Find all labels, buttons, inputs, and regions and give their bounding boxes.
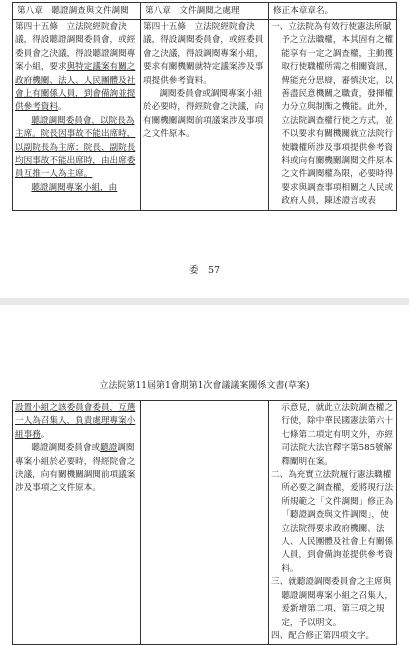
current-article-45 (141, 20, 269, 211)
amended-para-2: 聽證調閱委員會，以院長為主席。院長因事故不能出席時，以副院長為主席；院長、副院長均因事故不能出席時，由出席委員互推一人為主席。 (15, 115, 136, 180)
explanation-cell-cont (269, 401, 397, 645)
explanation-cell (269, 20, 397, 211)
header-explanation: 修正本章章名。 (269, 3, 397, 20)
current-para-2: 調閱委員會或調閱專案小組於必要時，得經院會之決議，向有關機關調閱前項議案涉及事項之文件原本。 (143, 89, 264, 140)
amended-article-45-cont (13, 401, 141, 645)
comparison-table-2 (12, 400, 397, 645)
table-row (13, 401, 397, 645)
amended-para-1: 第四十五條 立法院經院會決議，得設聽證調閱委員會，或經委員會之決議，得設聽證調閱專案小組，要求與特定議案有關之政府機關、法人、人民團體及社會上有關係人員，到會備詢並提供參考資料。 (15, 22, 136, 113)
explanation-item-2: 二、為充實立法院履行憲法職權所必要之調查權，爰將現行法所規範之「文件調閱」修正為「聽證調查與文件調閱」，使立法院得要求政府機關、法人、人民團體及社會上有關係人員，到會備詢並提供參考資料。 (271, 470, 394, 574)
explanation-item-4: 四、配合修正第四項文字。 (271, 630, 375, 641)
amended-para-3-cont: 設置小組之該委員會委員，互選一人為召集人，負責處理專案小組事務。 (15, 403, 136, 440)
current-article-45-cont (141, 401, 269, 645)
amended-para-3: 聽證調閱專案小組，由 (31, 182, 118, 193)
page-header: 立法院第11屆第1會期第1次會議議案關係文書(草案) (99, 381, 310, 391)
table-header-row (13, 3, 397, 20)
explanation-item-1-cont: 示意見，就此立法院調查權之行使，除中華民國憲法第六十七條第二項定有明文外，亦經司法院大法官釋字第585號解釋闡明在案。 (281, 403, 394, 467)
page-number: 委 57 (188, 265, 221, 276)
amended-article-45 (13, 20, 141, 211)
comparison-table-1 (12, 2, 397, 211)
header-current-text: 第八章 文件調閱之處理 (141, 3, 269, 20)
document-page-1 (0, 0, 409, 305)
explanation-item-1: 一、立法院為有效行使憲法所賦予之立法職權，本其固有之權能享有一定之調查權，主動獲取行使職權所需之相關資訊，俾能充分思辯，審慎決定，以善盡民意機關之職責，發揮權力分立與制衡之機能。此外，立法院調查權行使之方式，並不以要求有關機關就立法院行使職權所涉及事項提供參考資料或向有關機關調閱文件原本之文件調閱權為限，必要時得要求與調查事項相關之人民或政府人員，陳述證言或表 (271, 22, 394, 207)
header-amended-text: 第八章 聽證調查與文件調閱 (13, 3, 141, 20)
current-para-1: 第四十五條 立法院經院會決議，得設調閱委員會，或經委員會之決議，得設調閱專案小組，要求有關機關就特定議案涉及事項提供參考資料。 (143, 22, 264, 86)
explanation-item-3: 三、就聽證調閱委員會之主席與聽證調閱專案小組之召集人，爰新增第二項、第三項之規定，予以明文。 (271, 577, 394, 628)
table-row (13, 20, 397, 211)
amended-para-4: 聽證調閱委員會或聽證調閱專案小組於必要時，得經院會之決議，向有關機關調閱前項議案涉及事項之文件原本。 (15, 443, 136, 494)
document-page-2 (0, 305, 409, 640)
